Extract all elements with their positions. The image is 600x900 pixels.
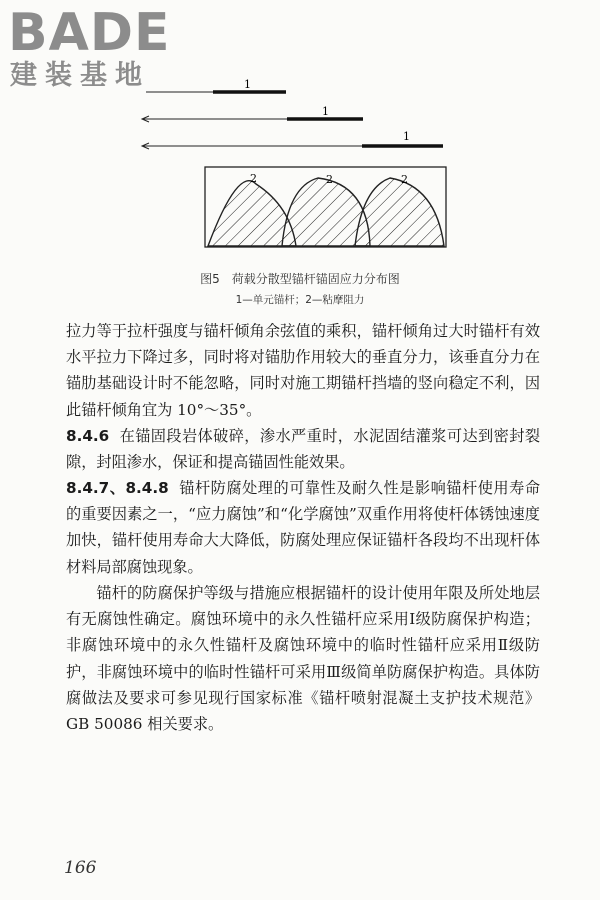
clause-text: 在锚固段岩体破碎，渗水严重时，水泥固结灌浆可达到密封裂隙，封阻渗水，保证和提高锚固性能效果。 [66,427,540,472]
clause-text: 锚杆防腐处理的可靠性及耐久性是影响锚杆使用寿命的重要因素之一，“应力腐蚀”和“化学腐蚀”双重作用将使杆体锈蚀速度加快，锚杆使用寿命大大降低，防腐处理应保证锚杆各段均不出现杆体材料局部腐蚀现象。 [66,479,541,576]
logo-subtitle: 建装基地 [10,60,150,91]
anchor-label: 1 [322,105,329,118]
body-paragraph: 锚杆的防腐保护等级与措施应根据锚杆的设计使用年限及所处地层有无腐蚀性确定。腐蚀环境中的永久性锚杆应采用Ⅰ级防腐保护构造；非腐蚀环境中的永久性锚杆及腐蚀环境中的临时性锚杆应采用Ⅱ级防护，非腐蚀环境中的临时性锚杆可采用Ⅲ级简单防腐保护构造。具体防腐做法及要求可参见现行国家标准《锚杆喷射混凝土支护技术规范》GB 50086 相关要求。 [66,584,540,734]
friction-distribution [208,178,444,246]
anchor-rod-1 [146,78,286,92]
friction-label: 2 [401,173,408,186]
anchor-rod-2 [142,105,363,122]
anchor-label: 1 [244,78,251,91]
figure-legend: 1—单元锚杆；2—粘摩阻力 [235,294,365,306]
figure-caption: 图5 荷载分散型锚杆锚固应力分布图 [200,272,400,286]
clause-8-4-7-8 [66,475,540,580]
clause-number: 8.4.6 [66,427,110,445]
anchor-label: 1 [403,130,410,143]
friction-curve-3 [355,178,444,246]
clause-number: 8.4.7、8.4.8 [66,479,169,497]
anchor-rod-3 [142,130,443,149]
page-number: 166 [64,858,97,878]
logo-wordmark: BADE [8,3,171,63]
friction-label: 2 [250,172,257,185]
body-paragraph: 拉力等于拉杆强度与锚杆倾角余弦值的乘积，锚杆倾角过大时锚杆有效水平拉力下降过多，同时将对锚肋作用较大的垂直分力，该垂直分力在锚肋基础设计时不能忽略，同时对施工期锚杆挡墙的竖向稳定不利，因此锚杆倾角宜为 10°～35°。 [66,322,540,419]
friction-label: 2 [326,173,333,186]
clause-8-4-6 [66,423,540,475]
